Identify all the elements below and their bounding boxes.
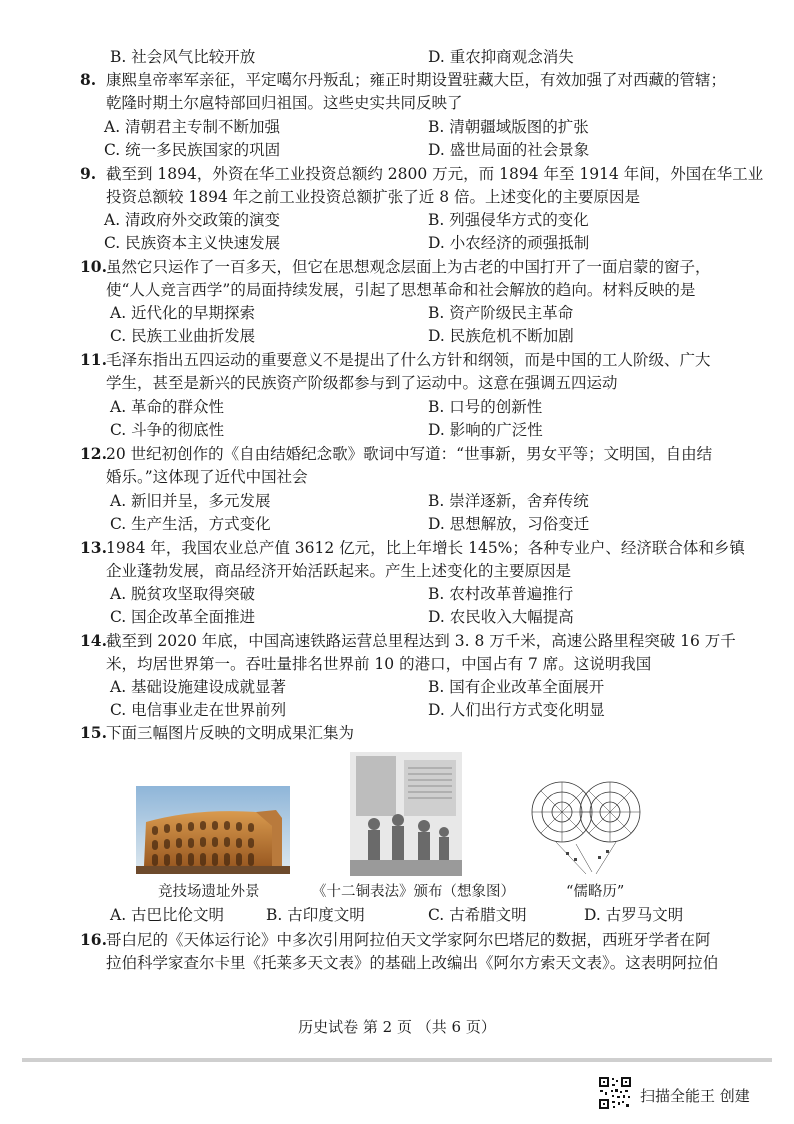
q15-option-d: D. 古罗马文明 [584,906,684,924]
q12-number: 12. [80,444,107,463]
page-footer: 历史试卷 第 2 页 （共 6 页） [298,1018,496,1036]
q12-stem-line-2: 婚乐。”这体现了近代中国社会 [106,468,308,486]
caption-julian-calendar: “儒略历” [566,884,625,900]
q13-number: 13. [80,538,107,557]
q11-number: 11. [80,350,107,369]
q15-option-a: A. 古巴比伦文明 [110,906,225,924]
q14-stem-line-1: 截至到 2020 年底，中国高速铁路运营总里程达到 3. 8 万千米，高速公路里程突破 16 万千 [106,632,736,650]
q14-stem-line-2: 米，均居世界第一。吞吐量排名世界前 10 的港口，中国占有 7 席。这说明我国 [106,655,652,673]
q8-option-d: D. 盛世局面的社会景象 [428,141,590,159]
q11-stem-line-2: 学生，甚至是新兴的民族资产阶级都参与到了运动中。这意在强调五四运动 [106,374,618,392]
q15-option-b: B. 古印度文明 [266,906,365,924]
q9-number: 9. [80,164,97,183]
twelve-tables-engraving [350,752,462,876]
q16-stem-line-2: 拉伯科学家查尔卡里《托莱多天文表》的基础上改编出《阿尔方索天文表》。这表明阿拉伯 [106,954,719,972]
q13-option-c: C. 国企改革全面推进 [110,608,256,626]
q10-option-d: D. 民族危机不断加剧 [428,327,574,345]
q8-number: 8. [80,70,97,89]
q9-option-c: C. 民族资本主义快速发展 [104,234,281,252]
q10-option-b: B. 资产阶级民主革命 [428,304,574,322]
q10-option-a: A. 近代化的早期探索 [110,304,256,322]
julian-calendar-diagram [526,772,644,876]
q13-stem-line-1: 1984 年，我国农业总产值 3612 亿元，比上年增长 145%；各种专业户、经济联合体和乡镇 [106,539,745,557]
q9-stem-line-2: 投资总额较 1894 年之前工业投资总额扩张了近 8 倍。上述变化的主要原因是 [106,188,641,206]
q13-option-d: D. 农民收入大幅提高 [428,608,574,626]
q11-option-b: B. 口号的创新性 [428,398,543,416]
q7-option-b: B. 社会风气比较开放 [110,48,256,66]
q10-stem-line-1: 虽然它只运作了一百多天，但它在思想观念层面上为古老的中国打开了一面启蒙的窗子， [106,258,711,276]
q14-option-a: A. 基础设施建设成就显著 [110,678,287,696]
q11-option-a: A. 革命的群众性 [110,398,225,416]
q12-stem-line-1: 20 世纪初创作的《自由结婚纪念歌》歌词中写道：“世事新，男女平等；文明国，自由结 [106,445,713,463]
colosseum-photo [136,786,290,874]
q9-stem-line-1: 截至到 1894，外资在华工业投资总额约 2800 万元，而 1894 年至 1914 年间，外国在华工业 [106,165,764,183]
q8-option-c: C. 统一多民族国家的巩固 [104,141,281,159]
q14-option-b: B. 国有企业改革全面展开 [428,678,605,696]
divider [22,1058,772,1062]
q10-stem-line-2: 使“人人竞言西学”的局面持续发展，引起了思想革命和社会解放的趋向。材料反映的是 [106,281,696,299]
scanner-watermark [598,1076,750,1114]
q13-stem-line-2: 企业蓬勃发展，商品经济开始活跃起来。产生上述变化的主要原因是 [106,562,572,580]
scanner-label: 扫描全能王 创建 [640,1086,750,1105]
q12-option-d: D. 思想解放，习俗变迁 [428,515,590,533]
q12-option-b: B. 崇洋逐新，舍弃传统 [428,492,589,510]
caption-twelve-tables: 《十二铜表法》颁布（想象图） [312,884,515,900]
q12-option-c: C. 生产生活，方式变化 [110,515,271,533]
q11-option-d: D. 影响的广泛性 [428,421,543,439]
q10-option-c: C. 民族工业曲折发展 [110,327,256,345]
q13-option-a: A. 脱贫攻坚取得突破 [110,585,256,603]
q14-option-c: C. 电信事业走在世界前列 [110,701,287,719]
q9-option-b: B. 列强侵华方式的变化 [428,211,589,229]
q7-option-d: D. 重农抑商观念消失 [428,48,574,66]
q16-stem-line-1: 哥白尼的《天体运行论》中多次引用阿拉伯天文学家阿尔巴塔尼的数据，西班牙学者在阿 [106,931,711,949]
q14-option-d: D. 人们出行方式变化明显 [428,701,605,719]
q14-number: 14. [80,631,107,650]
q15-stem: 下面三幅图片反映的文明成果汇集为 [106,724,355,742]
q8-option-a: A. 清朝君主专制不断加强 [104,118,281,136]
q8-option-b: B. 清朝疆域版图的扩张 [428,118,589,136]
q10-number: 10. [80,257,107,276]
q9-option-a: A. 清政府外交政策的演变 [104,211,281,229]
q9-option-d: D. 小农经济的顽强抵制 [428,234,590,252]
q8-stem-line-1: 康熙皇帝率军亲征，平定噶尔丹叛乱；雍正时期设置驻藏大臣，有效加强了对西藏的管辖； [106,71,727,89]
q13-option-b: B. 农村改革普遍推行 [428,585,574,603]
q11-stem-line-1: 毛泽东指出五四运动的重要意义不是提出了什么方针和纲领，而是中国的工人阶级、广大 [106,351,711,369]
q8-stem-line-2: 乾隆时期土尔扈特部回归祖国。这些史实共同反映了 [106,94,463,112]
q11-option-c: C. 斗争的彻底性 [110,421,225,439]
q15-option-c: C. 古希腊文明 [428,906,527,924]
qr-code-icon [598,1076,632,1114]
q12-option-a: A. 新旧并呈，多元发展 [110,492,271,510]
caption-colosseum: 竞技场遗址外景 [158,884,260,900]
q15-number: 15. [80,723,107,742]
q16-number: 16. [80,930,107,949]
